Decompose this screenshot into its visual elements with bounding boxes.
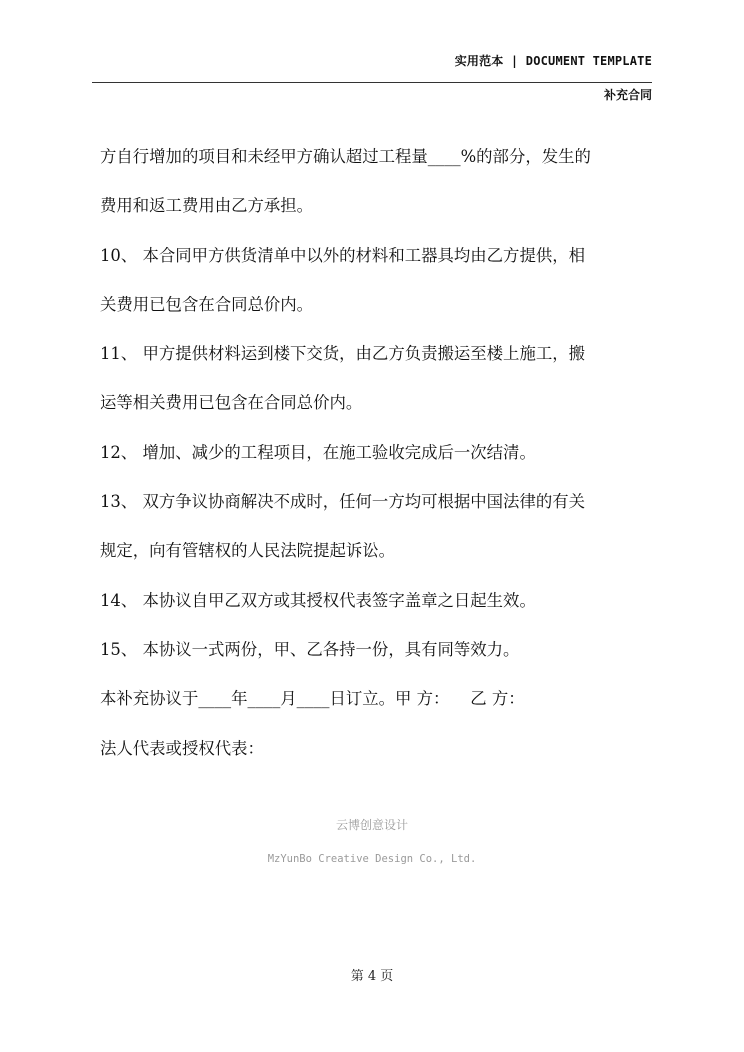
footer-company-en: MzYunBo Creative Design Co., Ltd.	[267, 853, 477, 865]
body-line: 费用和返工费用由乙方承担。	[100, 196, 314, 216]
clause-10: 10、 本合同甲方供货清单中以外的材料和工器具均由乙方提供，相	[100, 245, 586, 265]
clause-15: 15、 本协议一式两份，甲、乙各持一份，具有同等效力。	[100, 639, 520, 659]
clause-11: 11、 甲方提供材料运到楼下交货，由乙方负责搬运至楼上施工，搬	[100, 344, 586, 364]
body-line: 运等相关费用已包含在合同总价内。	[100, 393, 363, 413]
legal-representative-line: 法人代表或授权代表：	[100, 738, 264, 758]
signing-date-line: 本补充协议于____年____月____日订立。甲 方： 乙 方：	[100, 689, 525, 709]
clause-12: 12、 增加、减少的工程项目，在施工验收完成后一次结清。	[100, 442, 536, 462]
document-title: 补充合同	[603, 88, 652, 102]
footer-company-cn: 云博创意设计	[335, 818, 408, 832]
body-line: 规定，向有管辖权的人民法院提起诉讼。	[100, 541, 396, 561]
header-divider	[92, 82, 652, 83]
body-line: 方自行增加的项目和未经甲方确认超过工程量____%的部分，发生的	[100, 147, 591, 166]
clause-13: 13、 双方争议协商解决不成时，任何一方均可根据中国法律的有关	[100, 492, 586, 512]
page-number: 第 4 页	[350, 969, 394, 984]
contract-body	[100, 132, 660, 773]
clause-14: 14、 本协议自甲乙双方或其授权代表签字盖章之日起生效。	[100, 590, 536, 610]
header-brand: 实用范本 | DOCUMENT TEMPLATE	[454, 54, 652, 68]
body-line: 关费用已包含在合同总价内。	[100, 294, 314, 314]
